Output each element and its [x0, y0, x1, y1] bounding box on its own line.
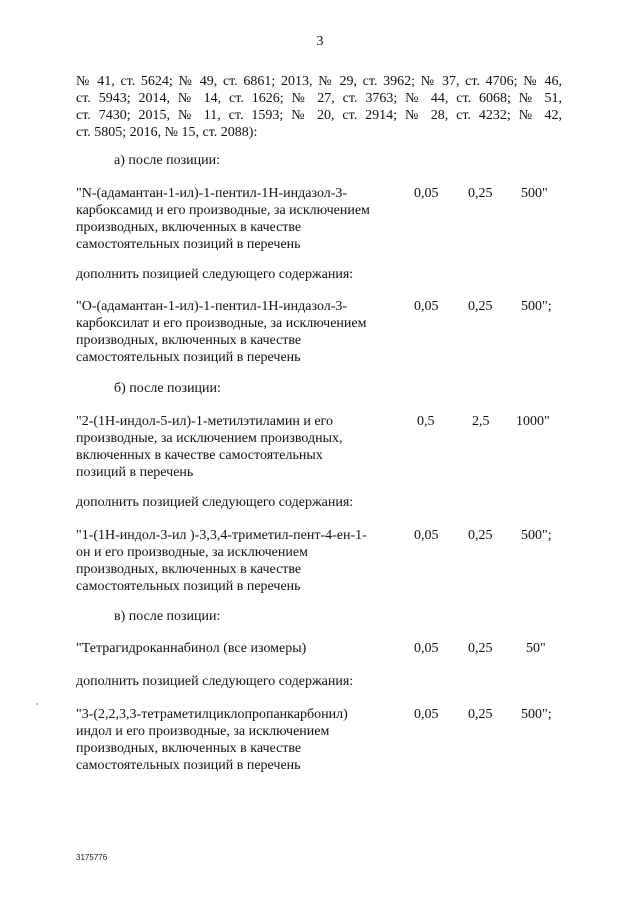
entry-value-3: 500"; [521, 299, 552, 314]
entry-name [76, 298, 396, 366]
entry-name-line: позиций в перечень [76, 465, 194, 480]
entry-value-1: 0,05 [414, 641, 439, 656]
entry-name [76, 527, 396, 595]
entry-name-line: "О-(адамантан-1-ил)-1-пентил-1Н-индазол-3- [76, 299, 348, 314]
entry-value-3: 500"; [521, 528, 552, 543]
entry-value-1: 0,05 [414, 299, 439, 314]
instruction-add-3: дополнить позицией следующего содержания: [76, 674, 354, 689]
entry-name-line: самостоятельных позиций в перечень [76, 237, 301, 252]
entry-name-line: производные, за исключением производных, [76, 431, 343, 446]
entry-value-1: 0,05 [414, 528, 439, 543]
entry-name [76, 185, 396, 253]
intro-line: ст. 5805; 2016, № 15, ст. 2088): [76, 125, 258, 140]
instruction-add-1: дополнить позицией следующего содержания: [76, 267, 354, 282]
entry-name-line: самостоятельных позиций в перечень [76, 579, 301, 594]
entry-name-line: карбоксамид и его производные, за исключением [76, 203, 370, 218]
entry-value-2: 0,25 [468, 299, 493, 314]
intro-line: ст. 7430; 2015, № 11, ст. 1593; № 20, ст. 2914; № 28, ст. 4232; № 42, [76, 108, 562, 123]
entry-name-line: самостоятельных позиций в перечень [76, 350, 301, 365]
scan-speck [36, 703, 38, 705]
entry-name [76, 640, 396, 657]
entry-name [76, 413, 396, 481]
entry-name-line: он и его производные, за исключением [76, 545, 308, 560]
instruction-a: а) после позиции: [114, 153, 221, 168]
entry-value-3: 50" [526, 641, 546, 656]
entry-name-line: карбоксилат и его производные, за исключением [76, 316, 367, 331]
entry-value-2: 0,25 [468, 641, 493, 656]
intro-line: ст. 5943; 2014, № 14, ст. 1626; № 27, ст. 3763; № 44, ст. 6068; № 51, [76, 91, 562, 106]
page-number: 3 [316, 34, 324, 49]
instruction-b: б) после позиции: [114, 381, 221, 396]
entry-name-line: "3-(2,2,3,3-тетраметилциклопропанкарбонил) [76, 707, 348, 722]
entry-name-line: производных, включенных в качестве [76, 220, 302, 235]
entry-value-3: 1000" [516, 414, 550, 429]
entry-name-line: индол и его производные, за исключением [76, 724, 330, 739]
entry-name-line: "1-(1Н-индол-3-ил )-3,3,4-триметил-пент-4-ен-1- [76, 528, 367, 543]
instruction-v: в) после позиции: [114, 609, 221, 624]
entry-name-line: включенных в качестве самостоятельных [76, 448, 323, 463]
intro-line: № 41, ст. 5624; № 49, ст. 6861; 2013, № 29, ст. 3962; № 37, ст. 4706; № 46, [76, 74, 562, 89]
entry-name [76, 706, 396, 774]
entry-value-2: 2,5 [472, 414, 490, 429]
entry-name-line: производных, включенных в качестве [76, 741, 302, 756]
entry-value-3: 500"; [521, 707, 552, 722]
instruction-add-2: дополнить позицией следующего содержания: [76, 495, 354, 510]
entry-name-line: производных, включенных в качестве [76, 562, 302, 577]
document-code: 3175776 [76, 853, 108, 862]
entry-value-2: 0,25 [468, 186, 493, 201]
entry-value-1: 0,05 [414, 707, 439, 722]
entry-value-1: 0,5 [417, 414, 435, 429]
entry-name-line: самостоятельных позиций в перечень [76, 758, 301, 773]
entry-value-3: 500" [521, 186, 548, 201]
entry-name-line: "Тетрагидроканнабинол (все изомеры) [76, 641, 307, 656]
entry-value-2: 0,25 [468, 528, 493, 543]
entry-name-line: производных, включенных в качестве [76, 333, 302, 348]
entry-name-line: "N-(адамантан-1-ил)-1-пентил-1Н-индазол-3- [76, 186, 348, 201]
entry-value-1: 0,05 [414, 186, 439, 201]
entry-name-line: "2-(1Н-индол-5-ил)-1-метилэтиламин и его [76, 414, 333, 429]
entry-value-2: 0,25 [468, 707, 493, 722]
intro-paragraph [76, 73, 562, 141]
